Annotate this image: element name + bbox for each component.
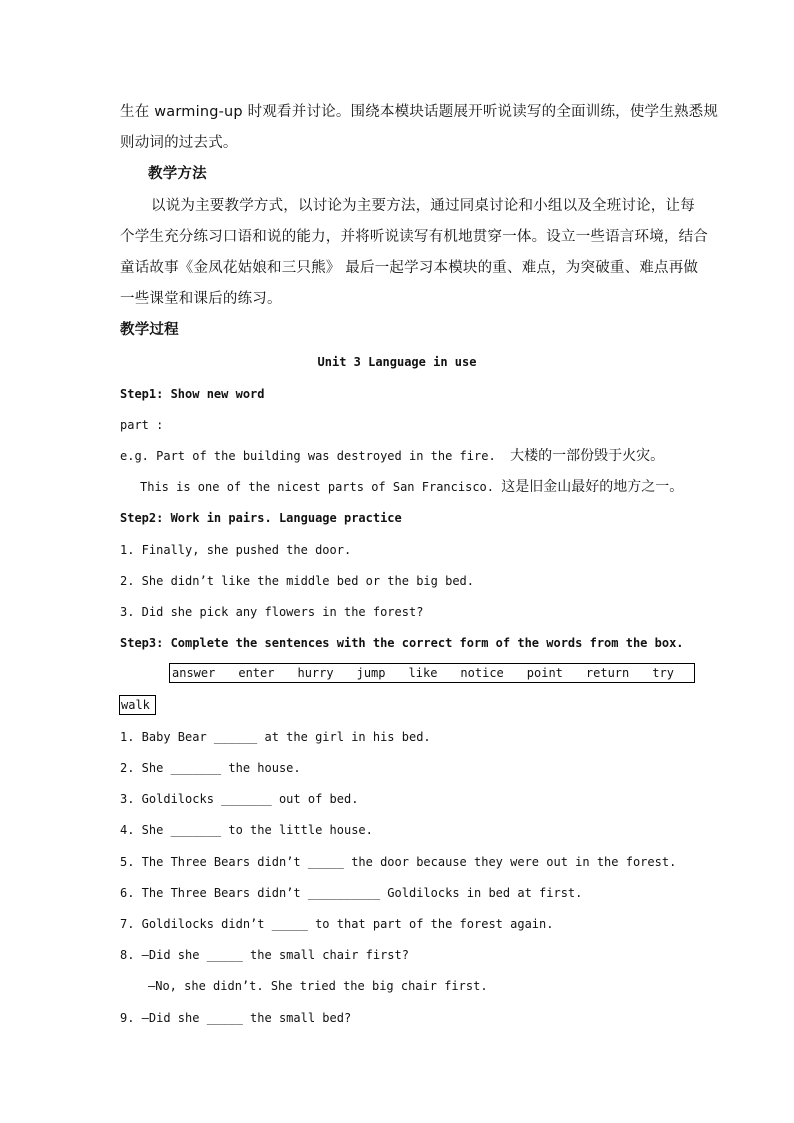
word-box-item: enter [238, 666, 275, 680]
word-box-item: answer [172, 666, 216, 680]
method-line-1: 以说为主要教学方式，以讨论为主要方法，通过同桌讨论和小组以及全班讨论，让每 [151, 198, 695, 214]
exercise-item: 9. —Did she _____ the small bed? [120, 1011, 352, 1025]
word-box-item: jump [356, 666, 386, 680]
word-box-item: point [526, 666, 563, 680]
example-1-chinese: 大楼的一部份毁于火灾。 [510, 448, 665, 464]
example-1-english: e.g. Part of the building was destroyed in the fire. [120, 449, 496, 463]
list-item: 2. She didn’t like the middle bed or the big bed. [120, 574, 475, 588]
exercise-item: 1. Baby Bear ______ at the girl in his bed. [120, 730, 431, 744]
unit-title: Unit 3 Language in use [317, 355, 477, 369]
word-box-continued [119, 695, 156, 715]
exercise-item: 2. She _______ the house. [120, 761, 301, 775]
exercise-item: 6. The Three Bears didn’t __________ Goldilocks in bed at first. [120, 886, 583, 900]
example-1 [120, 446, 664, 466]
word-box-item: notice [460, 666, 504, 680]
method-line-3: 童话故事《金凤花姑娘和三只熊》 最后一起学习本模块的重、难点，为突破重、难点再做 [120, 260, 699, 276]
word-box [169, 663, 695, 683]
exercise-item: 8. —Did she _____ the small chair first? [120, 948, 409, 962]
method-line-4: 一些课堂和课后的练习。 [120, 291, 282, 307]
example-2-english: This is one of the nicest parts of San Francisco. [140, 480, 495, 494]
step3-heading: Step3: Complete the sentences with the correct form of the words from the box. [120, 636, 684, 650]
word-box-item: walk [121, 698, 150, 712]
step1-heading: Step1: Show new word [120, 387, 265, 401]
step2-heading: Step2: Work in pairs. Language practice [120, 511, 402, 525]
exercise-item: 3. Goldilocks _______ out of bed. [120, 792, 359, 806]
word-box-item: return [585, 666, 630, 680]
method-line-2: 个学生充分练习口语和说的能力，并将听说读写有机地贯穿一体。设立一些语言环境，结合 [120, 229, 708, 245]
exercise-item: 4. She _______ to the little house. [120, 823, 373, 837]
example-2 [140, 477, 683, 497]
exercise-answer: —No, she didn’t. She tried the big chair first. [148, 979, 488, 993]
list-item: 3. Did she pick any flowers in the forest? [120, 605, 424, 619]
word-box-item: hurry [297, 666, 334, 680]
exercise-item: 7. Goldilocks didn’t _____ to that part of the forest again. [120, 917, 554, 931]
new-word: part : [120, 418, 164, 432]
section-heading-process: 教学过程 [120, 322, 179, 338]
intro-line-2: 则动词的过去式。 [120, 135, 238, 151]
list-item: 1. Finally, she pushed the door. [120, 543, 352, 557]
intro-line-1: 生在 warming-up 时观看并讨论。围绕本模块话题展开听说读写的全面训练，使学生熟悉规 [120, 104, 719, 120]
word-box-item: try [652, 666, 674, 680]
exercise-item: 5. The Three Bears didn’t _____ the door because they were out in the forest. [120, 855, 677, 869]
section-heading-method: 教学方法 [148, 166, 207, 182]
word-box-item: like [408, 666, 438, 680]
example-2-chinese: 这是旧金山最好的地方之一。 [501, 479, 684, 495]
